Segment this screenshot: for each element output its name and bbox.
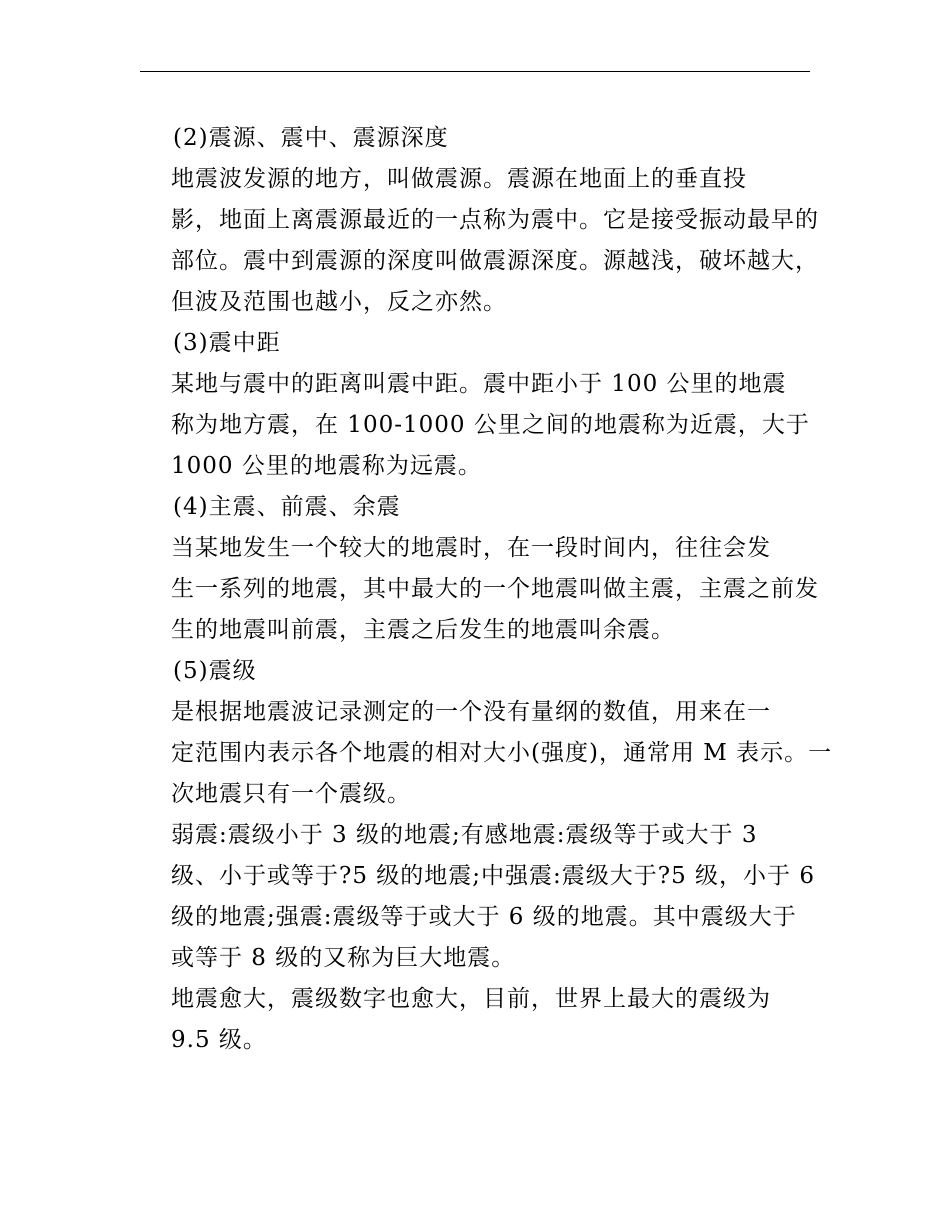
text-line: 称为地方震，在 100-1000 公里之间的地震称为近震，大于 bbox=[171, 412, 810, 438]
text-line: 部位。震中到震源的深度叫做震源深度。源越浅，破坏越大， bbox=[171, 248, 819, 274]
page-content bbox=[140, 118, 833, 1061]
paragraph bbox=[140, 364, 810, 487]
text-line: 地震愈大，震级数字也愈大，目前，世界上最大的震级为 bbox=[171, 986, 771, 1012]
text-line: 或等于 8 级的又称为巨大地震。 bbox=[171, 945, 516, 971]
text-line: 弱震:震级小于 3 级的地震;有感地震:震级等于或大于 3 bbox=[171, 822, 758, 848]
section-heading: (4)主震、前震、余震 bbox=[173, 494, 401, 520]
paragraph bbox=[140, 815, 815, 979]
paragraph bbox=[140, 692, 833, 815]
text-line: 级、小于或等于?5 级的地震;中强震:震级大于?5 级，小于 6 bbox=[171, 863, 815, 889]
text-line: 定范围内表示各个地震的相对大小(强度)，通常用 M 表示。一 bbox=[171, 740, 833, 766]
section-heading: (5)震级 bbox=[173, 658, 257, 684]
text-line: 生一系列的地震，其中最大的一个地震叫做主震，主震之前发 bbox=[171, 576, 819, 602]
section-heading: (3)震中距 bbox=[173, 330, 281, 356]
text-line: 1000 公里的地震称为远震。 bbox=[171, 453, 482, 479]
text-line: 9.5 级。 bbox=[171, 1027, 267, 1053]
text-line: 级的地震;强震:震级等于或大于 6 级的地震。其中震级大于 bbox=[171, 904, 797, 930]
text-line: 地震波发源的地方，叫做震源。震源在地面上的垂直投 bbox=[171, 166, 747, 192]
text-line: 当某地发生一个较大的地震时，在一段时间内，往往会发 bbox=[171, 535, 771, 561]
text-line: 是根据地震波记录测定的一个没有量纲的数值，用来在一 bbox=[171, 699, 771, 725]
text-line: 生的地震叫前震，主震之后发生的地震叫余震。 bbox=[171, 617, 675, 643]
section-heading: (2)震源、震中、震源深度 bbox=[173, 125, 449, 151]
text-line: 影，地面上离震源最近的一点称为震中。它是接受振动最早的 bbox=[171, 207, 819, 233]
paragraph bbox=[140, 979, 810, 1061]
paragraph bbox=[140, 159, 819, 323]
text-line: 某地与震中的距离叫震中距。震中距小于 100 公里的地震 bbox=[171, 371, 787, 397]
text-line: 次地震只有一个震级。 bbox=[171, 781, 411, 807]
paragraph bbox=[140, 528, 819, 651]
text-line: 但波及范围也越小，反之亦然。 bbox=[171, 289, 507, 315]
header-rule bbox=[140, 71, 810, 72]
